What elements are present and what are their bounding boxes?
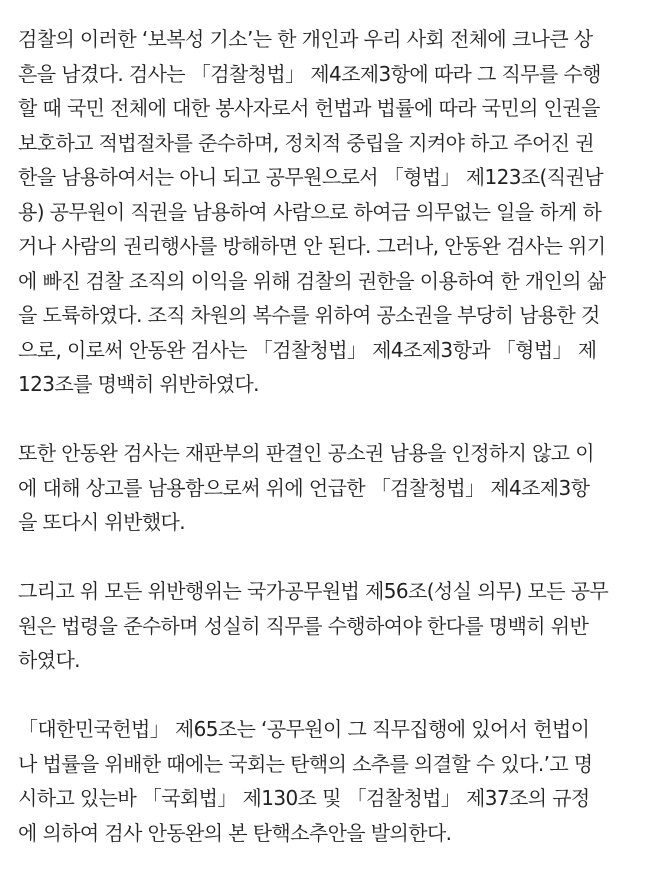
- paragraph-3: [18, 574, 650, 678]
- text-line: 한을 남용하여서는 아니 되고 공무원으로서 「형법」 제123조(직권남: [18, 165, 603, 189]
- text-line: 에 의하여 검사 안동완의 본 탄핵소추안을 발의한다.: [18, 820, 452, 845]
- text-line: 할 때 국민 전체에 대한 봉사자로서 헌법과 법률에 따라 국민의 인권을: [18, 96, 600, 120]
- text-line: 나 법률을 위배한 때에는 국회는 탄핵의 소추를 의결할 수 있다.’고 명: [18, 751, 593, 776]
- text-line: 시하고 있는바 「국회법」 제130조 및 「검찰청법」 제37조의 규정: [18, 786, 590, 810]
- document-body: [18, 22, 650, 885]
- text-line: 보호하고 적법절차를 준수하며, 정치적 중립을 지켜야 하고 주어진 권: [18, 130, 594, 155]
- text-line: 흔을 남겼다. 검사는 「검찰청법」 제4조제3항에 따라 그 직무를 수행: [18, 61, 601, 86]
- text-line: 또한 안동완 검사는 재판부의 판결인 공소권 남용을 인정하지 않고 이: [18, 441, 594, 465]
- text-line: 하였다.: [18, 648, 80, 672]
- text-line: 검찰의 이러한 ‘보복성 기소’는 한 개인과 우리 사회 전체에 크나큰 상: [18, 27, 593, 51]
- text-line: 거나 사람의 권리행사를 방해하면 안 된다. 그러나, 안동완 검사는 위기: [18, 234, 606, 258]
- text-line: 용) 공무원이 직권을 남용하여 사람으로 하여금 의무없는 일을 하게 하: [18, 199, 602, 224]
- text-line: 에 대해 상고를 남용함으로써 위에 언급한 「검찰청법」 제4조제3항: [18, 475, 590, 500]
- paragraph-2: [18, 436, 650, 540]
- text-line: 그리고 위 모든 위반행위는 국가공무원법 제56조(성실 의무) 모든 공무: [18, 579, 609, 603]
- text-line: 에 빠진 검찰 조직의 이익을 위해 검찰의 권한을 이용하여 한 개인의 삶: [18, 268, 606, 293]
- text-line: 123조를 명백히 위반하였다.: [18, 372, 259, 396]
- paragraph-1: [18, 22, 650, 402]
- text-line: 을 또다시 위반했다.: [18, 510, 186, 534]
- paragraph-4: [18, 712, 650, 850]
- text-line: 을 도륙하였다. 조직 차원의 복수를 위하여 공소권을 부당히 남용한 것: [18, 303, 600, 327]
- text-line: 으로, 이로써 안동완 검사는 「검찰청법」 제4조제3항과 「형법」 제: [18, 337, 597, 362]
- text-line: 원은 법령을 준수하며 성실히 직무를 수행하여야 한다를 명백히 위반: [18, 613, 589, 638]
- text-line: 「대한민국헌법」 제65조는 ‘공무원이 그 직무집행에 있어서 헌법이: [18, 717, 590, 741]
